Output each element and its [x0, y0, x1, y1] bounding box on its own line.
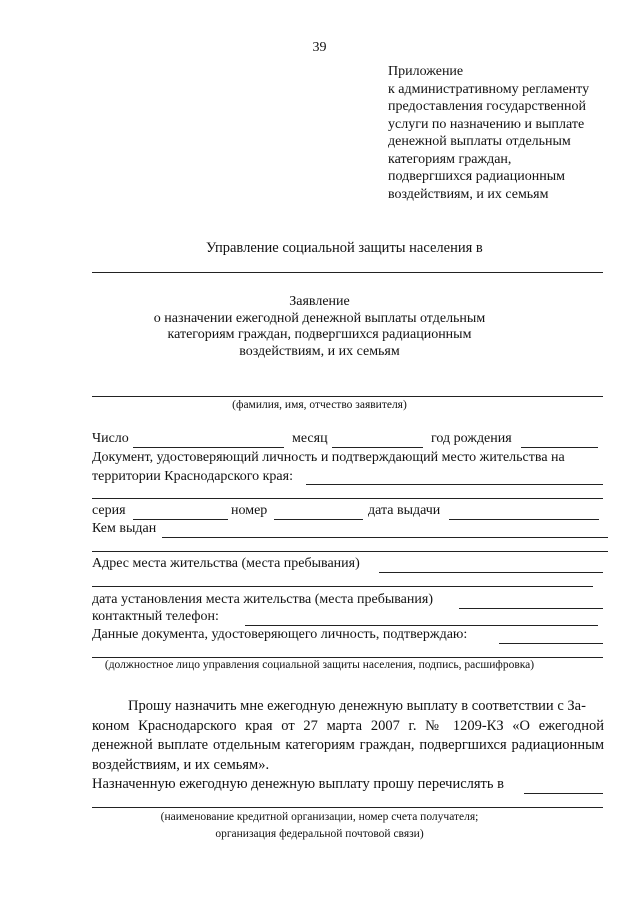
residence-date-label: дата установления места жительства (места пребывания) [92, 592, 433, 607]
series-label: серия [92, 503, 126, 518]
document-field[interactable] [306, 484, 603, 485]
transfer-field[interactable] [524, 793, 603, 794]
doc-confirm-field[interactable] [499, 643, 603, 644]
issue-date-label: дата выдачи [368, 503, 441, 518]
birth-year-field[interactable] [521, 447, 598, 448]
phone-label: контактный телефон: [92, 609, 219, 624]
document-label-line2: территории Краснодарского края: [92, 469, 293, 484]
appendix-line: Приложение [388, 64, 464, 79]
document-label-line1: Документ, удостоверяющий личность и подтверждающий место жительства на [92, 450, 565, 465]
title-line: о назначении ежегодной денежной выплаты отдельным [153, 310, 486, 326]
transfer-label: Назначенную ежегодную денежную выплату прошу перечислять в [92, 776, 504, 792]
applicant-name-line[interactable] [92, 396, 603, 397]
appendix-line: услуги по назначению и выплате [388, 116, 585, 132]
address-label: Адрес места жительства (места пребывания) [92, 556, 360, 571]
residence-date-field[interactable] [459, 608, 603, 609]
request-paragraph [92, 697, 604, 775]
bank-caption-line2: организация федеральной почтовой связи) [215, 828, 424, 840]
month-field[interactable] [332, 447, 423, 448]
request-rest: коном Краснодарского края от 27 марта 2007 г. № 1209-КЗ «О ежегодной денежной выплате отдельным категориям граждан, подвергшихся радиационным воздействиям, и их семьям». [92, 717, 604, 773]
document-field-extra[interactable] [92, 498, 603, 499]
appendix-line: к административному регламенту [388, 81, 590, 97]
day-field[interactable] [133, 447, 284, 448]
issued-by-field[interactable] [162, 537, 608, 538]
day-label: Число [92, 431, 129, 446]
number-field[interactable] [274, 519, 363, 520]
issued-by-label: Кем выдан [92, 521, 157, 536]
appendix-line: предоставления государственной [388, 99, 587, 114]
address-field[interactable] [379, 572, 603, 573]
appendix-line: воздействиям, и их семьям [388, 186, 549, 202]
appendix-line: подвергшихся радиационным [388, 169, 565, 184]
birth-year-label: год рождения [431, 431, 512, 446]
bank-details-line[interactable] [92, 807, 603, 808]
number-label: номер [231, 503, 268, 518]
applicant-name-caption: (фамилия, имя, отчество заявителя) [232, 399, 407, 411]
department-heading: Управление социальной защиты населения в [206, 240, 483, 256]
title-word: Заявление [289, 294, 350, 309]
page-number: 39 [312, 40, 327, 55]
title-line: категориям граждан, подвергшихся радиационным [167, 327, 472, 342]
month-label: месяц [292, 431, 328, 446]
official-caption: (должностное лицо управления социальной защиты населения, подпись, расшифровка) [104, 659, 535, 671]
department-fill-line[interactable] [92, 272, 603, 273]
request-first-line: Прошу назначить мне ежегодную денежную выплату в соответствии с За- [128, 698, 586, 714]
appendix-line: денежной выплаты отдельным [388, 134, 571, 149]
phone-field[interactable] [245, 625, 598, 626]
doc-confirm-label: Данные документа, удостоверяющего личность, подтверждаю: [92, 627, 468, 642]
document-title [0, 294, 639, 360]
appendix-line: категориям граждан, [388, 151, 512, 167]
issued-by-field-extra[interactable] [92, 551, 608, 552]
series-field[interactable] [133, 519, 228, 520]
appendix-block [388, 63, 628, 203]
issue-date-field[interactable] [449, 519, 599, 520]
address-field-extra[interactable] [92, 586, 593, 587]
official-signature-line[interactable] [92, 657, 603, 658]
bank-caption-line1: (наименование кредитной организации, номер счета получателя; [160, 811, 479, 823]
title-line: воздействиям, и их семьям [239, 343, 400, 359]
